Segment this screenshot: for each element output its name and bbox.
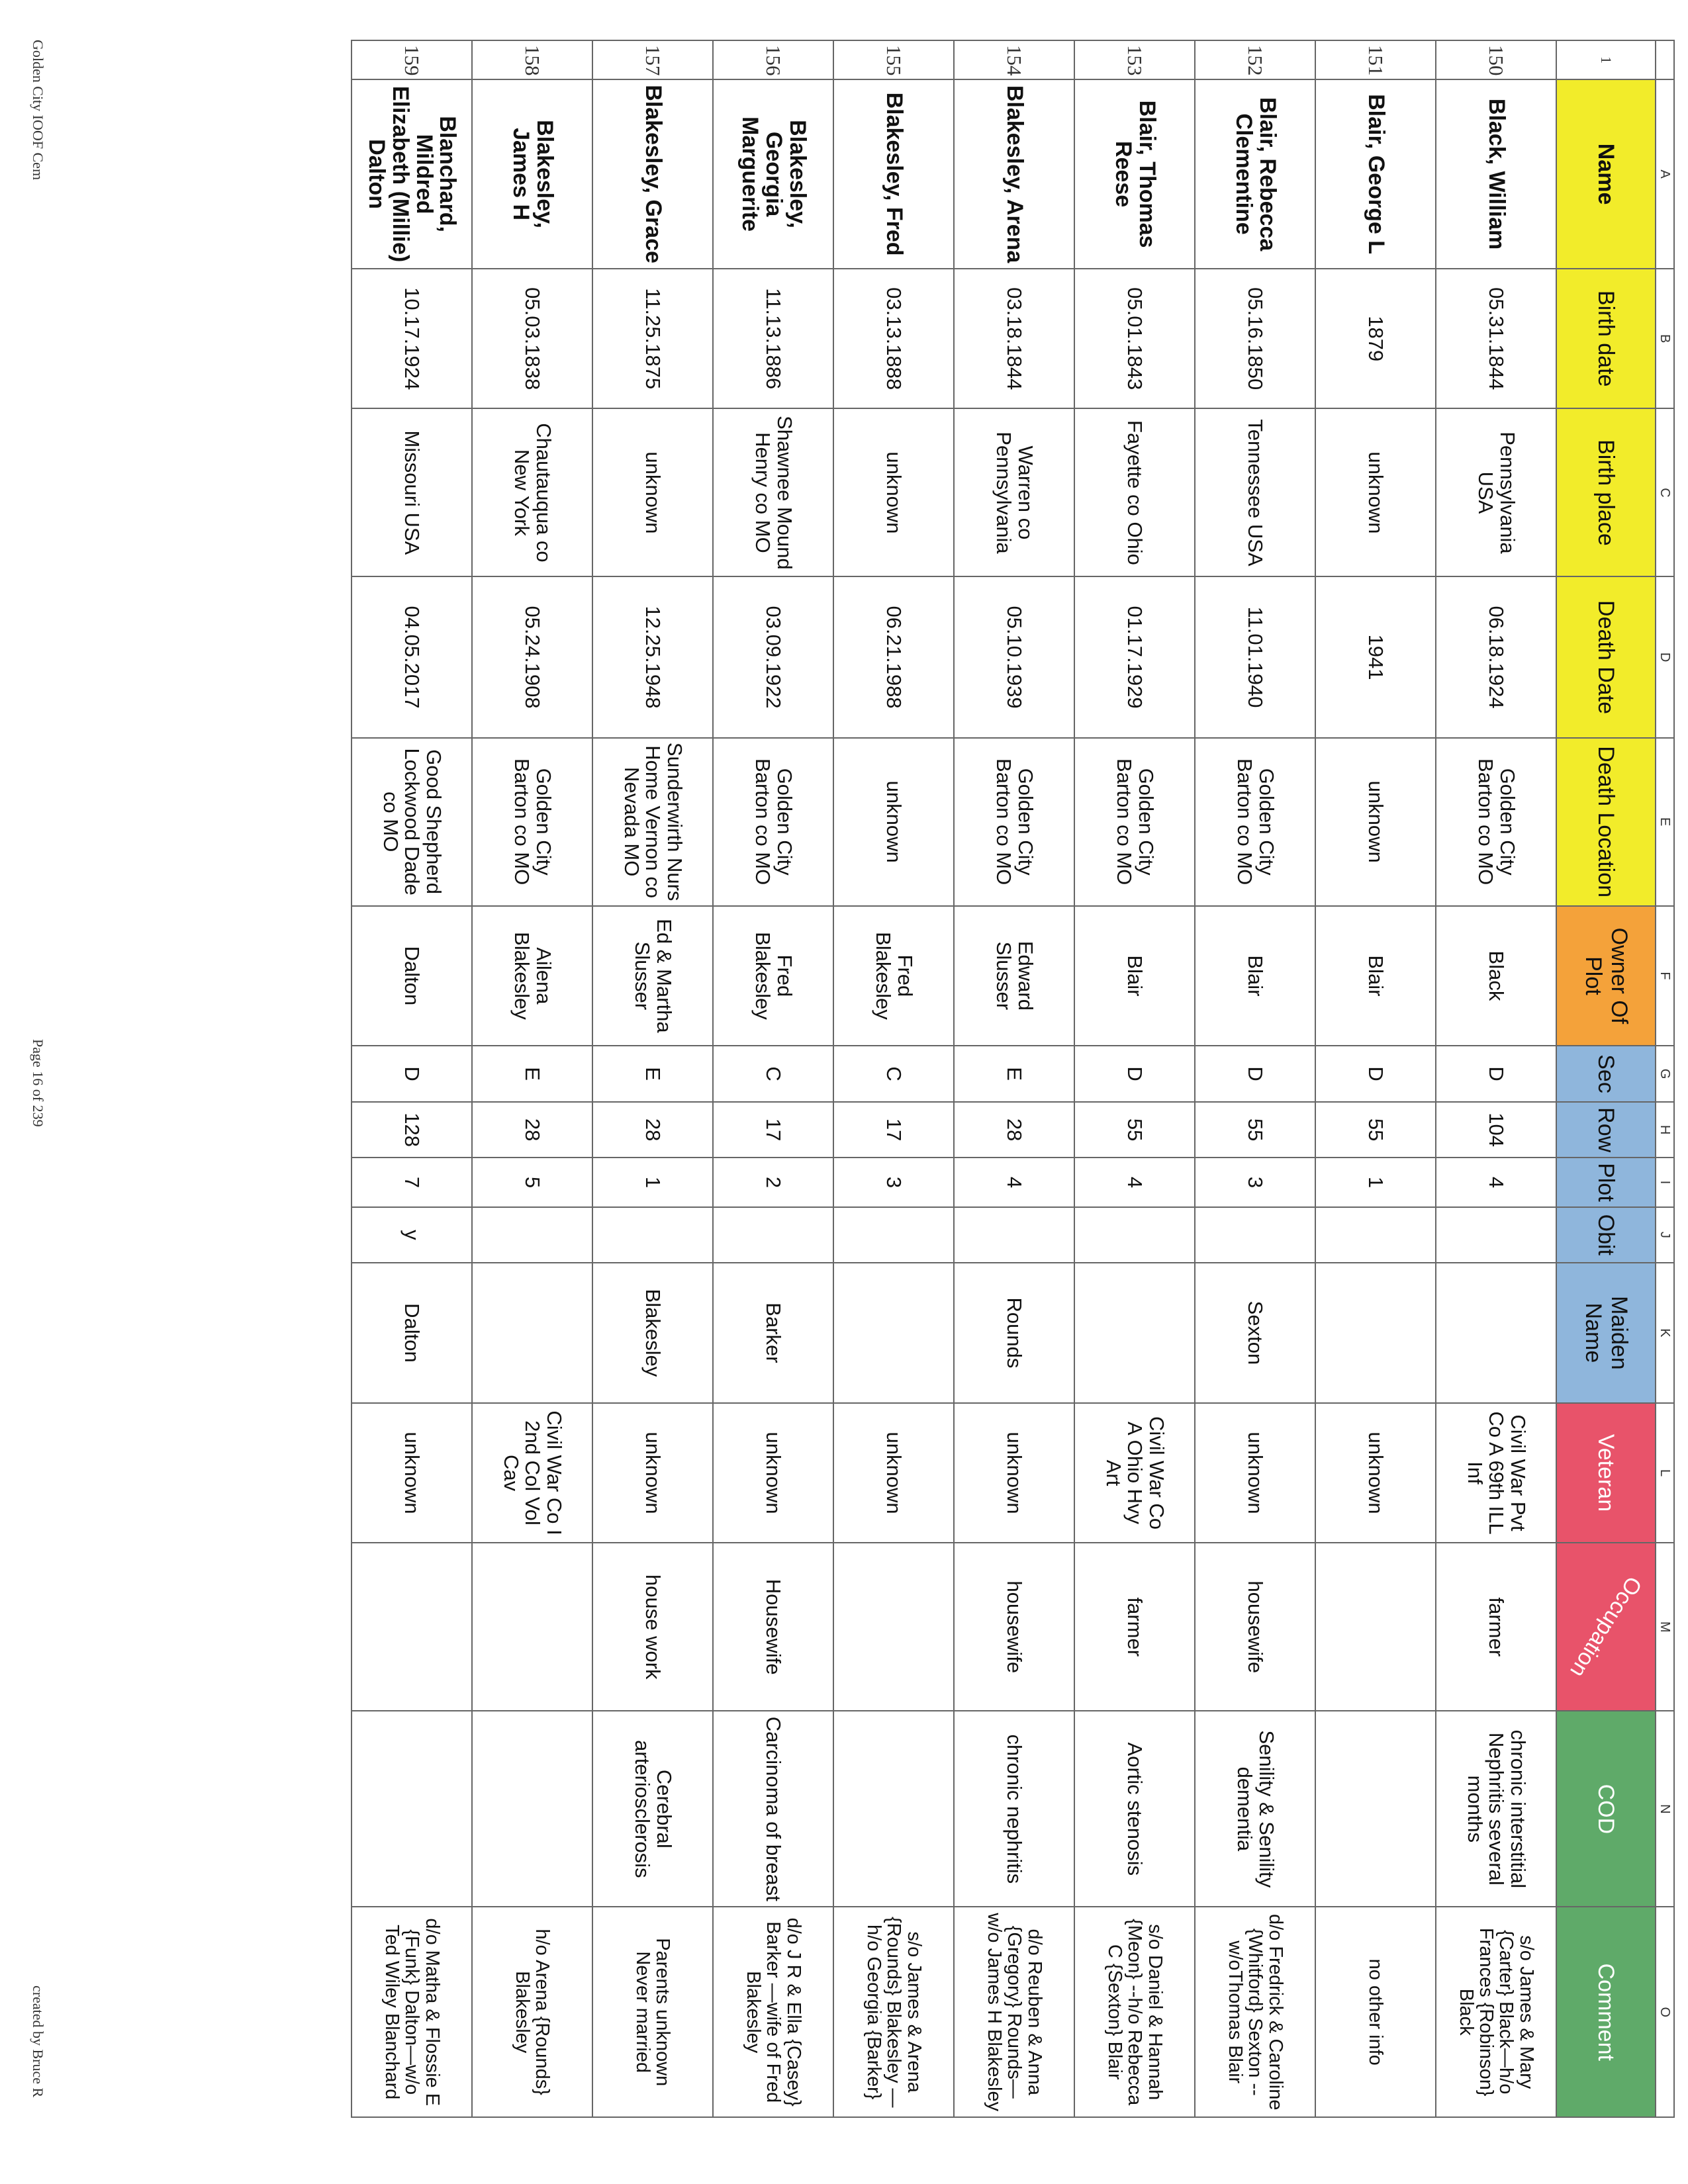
cell-plot: 4 xyxy=(1436,1158,1556,1206)
cell-birth-date: 05.03.1838 xyxy=(472,269,592,409)
cell-birth-date: 11.13.1886 xyxy=(713,269,833,409)
header-label: Plot xyxy=(1593,1163,1619,1202)
cell-name: Blair, Rebecca Clementine xyxy=(1195,79,1315,269)
cell-comment: no other info xyxy=(1315,1907,1436,2117)
header-maiden-name xyxy=(1556,1263,1656,1403)
cell-maiden xyxy=(1315,1263,1436,1403)
row-number: 152 xyxy=(1195,40,1315,79)
footer-page-number xyxy=(30,1039,86,1171)
cell-birth-place: Warren co Pennsylvania xyxy=(954,408,1074,576)
corner-cell xyxy=(1656,40,1674,79)
header-birth-date xyxy=(1556,269,1656,409)
footer-center-text: Page 16 of 239 xyxy=(30,1039,46,1127)
table-row xyxy=(472,40,592,2117)
row-number: 150 xyxy=(1436,40,1556,79)
cell-plot: 7 xyxy=(352,1158,472,1206)
row-number: 155 xyxy=(833,40,954,79)
cell-occupation: farmer xyxy=(1074,1543,1195,1711)
cell-cod: chronic nephritis xyxy=(954,1711,1074,1907)
row-number: 158 xyxy=(472,40,592,79)
cell-birth-place: Pennsylvania USA xyxy=(1436,408,1556,576)
cell-plot: 1 xyxy=(592,1158,713,1206)
header-birth-place xyxy=(1556,408,1656,576)
column-letter-h: H xyxy=(1656,1102,1674,1158)
cell-death-date: 1941 xyxy=(1315,576,1436,737)
cell-sec: D xyxy=(1074,1046,1195,1102)
cell-obit xyxy=(954,1207,1074,1263)
cell-name: Blanchard, Mildred Elizabeth (Millie) Dalton xyxy=(352,79,472,269)
cell-sec: C xyxy=(833,1046,954,1102)
column-letter-e: E xyxy=(1656,738,1674,906)
cell-owner: Dalton xyxy=(352,906,472,1046)
cell-death-date: 06.18.1924 xyxy=(1436,576,1556,737)
header-label: COD xyxy=(1593,1784,1619,1835)
row-number: 151 xyxy=(1315,40,1436,79)
header-label: Row xyxy=(1593,1107,1619,1153)
cell-plot: 3 xyxy=(833,1158,954,1206)
column-letter-g: G xyxy=(1656,1046,1674,1102)
cell-sec: D xyxy=(352,1046,472,1102)
cell-comment: h/o Arena {Rounds} Blakesley xyxy=(472,1907,592,2117)
cell-birth-place: Chautauqua co New York xyxy=(472,408,592,576)
row-number: 153 xyxy=(1074,40,1195,79)
cell-death-date: 12.25.1948 xyxy=(592,576,713,737)
burial-records-table xyxy=(351,40,1675,2118)
cell-obit xyxy=(472,1207,592,1263)
cell-cod: chronic interstitial Nephritis several months xyxy=(1436,1711,1556,1907)
cell-death-location: Golden City Barton co MO xyxy=(472,738,592,906)
cell-comment: s/o James & Mary {Carter} Black—h/o Frances {Robinson} Black xyxy=(1436,1907,1556,2117)
cell-row: 28 xyxy=(592,1102,713,1158)
cell-death-location: unknown xyxy=(1315,738,1436,906)
cell-veteran: unknown xyxy=(833,1403,954,1543)
cell-row: 28 xyxy=(472,1102,592,1158)
cell-veteran: unknown xyxy=(352,1403,472,1543)
header-label: Name xyxy=(1593,143,1619,205)
cell-death-date: 11.01.1940 xyxy=(1195,576,1315,737)
column-letter-j: J xyxy=(1656,1207,1674,1263)
header-occupation xyxy=(1556,1543,1656,1711)
cell-owner: Blair xyxy=(1074,906,1195,1046)
cell-owner: Ed & Martha Slusser xyxy=(592,906,713,1046)
cell-birth-date: 03.13.1888 xyxy=(833,269,954,409)
cell-death-location: Sunderwirth Nurs Home Vernon co Nevada MO xyxy=(592,738,713,906)
header-row-number: 1 xyxy=(1556,40,1656,79)
column-letter-m: M xyxy=(1656,1543,1674,1711)
cell-occupation: housewife xyxy=(1195,1543,1315,1711)
cell-plot: 2 xyxy=(713,1158,833,1206)
header-veteran xyxy=(1556,1403,1656,1543)
cell-veteran: unknown xyxy=(1315,1403,1436,1543)
cell-birth-place: Shawnee Mound Henry co MO xyxy=(713,408,833,576)
cell-comment: s/o James & Arena {Rounds} Blakesley —h/o Georgia {Barker} xyxy=(833,1907,954,2117)
cell-row: 28 xyxy=(954,1102,1074,1158)
cell-plot: 4 xyxy=(1074,1158,1195,1206)
table-row xyxy=(833,40,954,2117)
cell-veteran: unknown xyxy=(1195,1403,1315,1543)
cell-maiden: Sexton xyxy=(1195,1263,1315,1403)
cell-name: Blair, George L xyxy=(1315,79,1436,269)
cell-name: Blair, Thomas Reese xyxy=(1074,79,1195,269)
cell-name: Blakesley, Grace xyxy=(592,79,713,269)
cell-death-location: Good Shepherd Lockwood Dade co MO xyxy=(352,738,472,906)
column-letter-n: N xyxy=(1656,1711,1674,1907)
cell-cod xyxy=(1315,1711,1436,1907)
header-death-date xyxy=(1556,576,1656,737)
table-row xyxy=(1436,40,1556,2117)
cell-obit xyxy=(1315,1207,1436,1263)
cell-maiden xyxy=(1074,1263,1195,1403)
cell-obit xyxy=(1074,1207,1195,1263)
header-label: Maiden Name xyxy=(1581,1296,1632,1370)
cell-death-location: Golden City Barton co MO xyxy=(713,738,833,906)
cell-maiden xyxy=(472,1263,592,1403)
column-letter-c: C xyxy=(1656,408,1674,576)
cell-maiden xyxy=(833,1263,954,1403)
header-label: Occupation xyxy=(1565,1572,1648,1682)
cell-veteran: unknown xyxy=(954,1403,1074,1543)
cell-comment: Parents unknown Never married xyxy=(592,1907,713,2117)
cell-owner: Ailena Blakesley xyxy=(472,906,592,1046)
column-letter-row xyxy=(1656,40,1674,2117)
records-table-wrapper xyxy=(351,40,1675,2118)
column-letter-i: I xyxy=(1656,1158,1674,1206)
cell-obit xyxy=(592,1207,713,1263)
table-row xyxy=(352,40,472,2117)
cell-veteran: Civil War Co A Ohio Hvy Art xyxy=(1074,1403,1195,1543)
cell-obit xyxy=(713,1207,833,1263)
cell-plot: 1 xyxy=(1315,1158,1436,1206)
cell-comment: d/o J R & Ella {Casey} Barker —wife of Fred Blakesley xyxy=(713,1907,833,2117)
cell-veteran: Civil War Co I 2nd Col Vol Cav xyxy=(472,1403,592,1543)
cell-name: Blakesley, Fred xyxy=(833,79,954,269)
row-number: 154 xyxy=(954,40,1074,79)
cell-owner: Black xyxy=(1436,906,1556,1046)
header-comment xyxy=(1556,1907,1656,2117)
header-obit xyxy=(1556,1207,1656,1263)
cell-birth-date: 10.17.1924 xyxy=(352,269,472,409)
cell-row: 104 xyxy=(1436,1102,1556,1158)
cell-maiden: Barker xyxy=(713,1263,833,1403)
header-label: Obit xyxy=(1593,1214,1619,1255)
cell-sec: D xyxy=(1195,1046,1315,1102)
cell-birth-date: 05.31.1844 xyxy=(1436,269,1556,409)
header-death-location xyxy=(1556,738,1656,906)
cell-birth-date: 11.25.1875 xyxy=(592,269,713,409)
header-label: Death Location xyxy=(1593,746,1619,898)
header-owner-of-plot xyxy=(1556,906,1656,1046)
cell-occupation: housewife xyxy=(954,1543,1074,1711)
cell-veteran: unknown xyxy=(713,1403,833,1543)
cell-death-location: Golden City Barton co MO xyxy=(1195,738,1315,906)
cell-birth-date: 05.01.1843 xyxy=(1074,269,1195,409)
cell-name: Blakesley, James H xyxy=(472,79,592,269)
header-label: Owner Of Plot xyxy=(1581,927,1632,1024)
table-row xyxy=(954,40,1074,2117)
cell-comment: d/o Matha & Flossie E {Funk} Dalton—w/o Ted Wiley Blanchard xyxy=(352,1907,472,2117)
column-letter-f: F xyxy=(1656,906,1674,1046)
row-number: 156 xyxy=(713,40,833,79)
column-letter-b: B xyxy=(1656,269,1674,409)
table-row xyxy=(1315,40,1436,2117)
column-letter-a: A xyxy=(1656,79,1674,269)
table-row xyxy=(592,40,713,2117)
header-label: Comment xyxy=(1593,1963,1619,2061)
cell-comment: d/o Reuben & Anna {Gregory} Rounds—w/o James H Blakesley xyxy=(954,1907,1074,2117)
footer-left-text: Golden City IOOF Cem xyxy=(30,40,46,181)
header-cod xyxy=(1556,1711,1656,1907)
row-number: 159 xyxy=(352,40,472,79)
cell-death-location: Golden City Barton co MO xyxy=(1436,738,1556,906)
cell-sec: C xyxy=(713,1046,833,1102)
footer-right-text: created by Bruce R xyxy=(30,1985,46,2098)
table-row xyxy=(713,40,833,2117)
cell-name: Black, William xyxy=(1436,79,1556,269)
cell-death-location: Golden City Barton co MO xyxy=(1074,738,1195,906)
cell-plot: 3 xyxy=(1195,1158,1315,1206)
cell-birth-place: unknown xyxy=(1315,408,1436,576)
cell-row: 17 xyxy=(713,1102,833,1158)
cell-cod xyxy=(472,1711,592,1907)
column-letter-o: O xyxy=(1656,1907,1674,2117)
cell-birth-place: Missouri USA xyxy=(352,408,472,576)
cell-veteran: unknown xyxy=(592,1403,713,1543)
cell-maiden xyxy=(1436,1263,1556,1403)
cell-occupation: Housewife xyxy=(713,1543,833,1711)
cell-occupation: farmer xyxy=(1436,1543,1556,1711)
cell-maiden: Blakesley xyxy=(592,1263,713,1403)
cell-birth-place: Tennessee USA xyxy=(1195,408,1315,576)
cell-sec: D xyxy=(1315,1046,1436,1102)
cell-sec: E xyxy=(472,1046,592,1102)
cell-owner: Edward Slusser xyxy=(954,906,1074,1046)
cell-row: 17 xyxy=(833,1102,954,1158)
cell-death-date: 05.24.1908 xyxy=(472,576,592,737)
cell-occupation xyxy=(472,1543,592,1711)
cell-owner: Fred Blakesley xyxy=(713,906,833,1046)
header-plot xyxy=(1556,1158,1656,1206)
cell-death-location: Golden City Barton co MO xyxy=(954,738,1074,906)
cell-obit: y xyxy=(352,1207,472,1263)
cell-birth-place: Fayette co Ohio xyxy=(1074,408,1195,576)
cell-sec: E xyxy=(592,1046,713,1102)
cell-veteran: Civil War Pvt Co A 69th ILL Inf xyxy=(1436,1403,1556,1543)
cell-occupation xyxy=(352,1543,472,1711)
header-sec xyxy=(1556,1046,1656,1102)
header-row xyxy=(1556,1102,1656,1158)
cell-owner: Fred Blakesley xyxy=(833,906,954,1046)
cell-name: Blakesley, Arena xyxy=(954,79,1074,269)
cell-death-date: 03.09.1922 xyxy=(713,576,833,737)
cell-birth-place: unknown xyxy=(833,408,954,576)
cell-plot: 5 xyxy=(472,1158,592,1206)
footer-cemetery-name xyxy=(30,40,86,384)
cell-death-date: 05.10.1939 xyxy=(954,576,1074,737)
cell-occupation xyxy=(1315,1543,1436,1711)
column-letter-d: D xyxy=(1656,576,1674,737)
cell-comment: d/o Fredrick & Caroline {Whitford} Sexton --w/oThomas Blair xyxy=(1195,1907,1315,2117)
table-row xyxy=(1074,40,1195,2117)
header-label: Veteran xyxy=(1593,1433,1619,1512)
table-row xyxy=(1195,40,1315,2117)
cell-sec: D xyxy=(1436,1046,1556,1102)
row-number: 157 xyxy=(592,40,713,79)
cell-cod: Cerebral arteriosclerosis xyxy=(592,1711,713,1907)
cell-maiden: Rounds xyxy=(954,1263,1074,1403)
cell-comment: s/o Daniel & Hannah {Meon} --h/o Rebecca C {Sexton} Blair xyxy=(1074,1907,1195,2117)
header-row xyxy=(1556,40,1656,2117)
cell-owner: Blair xyxy=(1315,906,1436,1046)
cell-owner: Blair xyxy=(1195,906,1315,1046)
cell-birth-place: unknown xyxy=(592,408,713,576)
cell-sec: E xyxy=(954,1046,1074,1102)
header-label: Birth place xyxy=(1593,439,1619,546)
footer-author xyxy=(30,1985,86,2158)
header-label: Birth date xyxy=(1593,290,1619,387)
cell-occupation xyxy=(833,1543,954,1711)
header-label: Sec xyxy=(1593,1054,1619,1093)
cell-death-location: unknown xyxy=(833,738,954,906)
cell-obit xyxy=(1195,1207,1315,1263)
cell-row: 55 xyxy=(1074,1102,1195,1158)
column-letter-k: K xyxy=(1656,1263,1674,1403)
cell-death-date: 06.21.1988 xyxy=(833,576,954,737)
header-label: Death Date xyxy=(1593,600,1619,715)
cell-row: 55 xyxy=(1195,1102,1315,1158)
cell-row: 55 xyxy=(1315,1102,1436,1158)
cell-occupation: house work xyxy=(592,1543,713,1711)
cell-birth-date: 05.16.1850 xyxy=(1195,269,1315,409)
header-name xyxy=(1556,79,1656,269)
cell-obit xyxy=(833,1207,954,1263)
cell-death-date: 01.17.1929 xyxy=(1074,576,1195,737)
cell-cod: Aortic stenosis xyxy=(1074,1711,1195,1907)
cell-name: Blakesley, Georgia Marguerite xyxy=(713,79,833,269)
cell-row: 128 xyxy=(352,1102,472,1158)
cell-maiden: Dalton xyxy=(352,1263,472,1403)
cell-cod: Senility & Senility dementia xyxy=(1195,1711,1315,1907)
cell-cod: Carcinoma of breast xyxy=(713,1711,833,1907)
cell-death-date: 04.05.2017 xyxy=(352,576,472,737)
cell-cod xyxy=(352,1711,472,1907)
cell-birth-date: 1879 xyxy=(1315,269,1436,409)
cell-obit xyxy=(1436,1207,1556,1263)
cell-birth-date: 03.18.1844 xyxy=(954,269,1074,409)
cell-plot: 4 xyxy=(954,1158,1074,1206)
column-letter-l: L xyxy=(1656,1403,1674,1543)
cell-cod xyxy=(833,1711,954,1907)
